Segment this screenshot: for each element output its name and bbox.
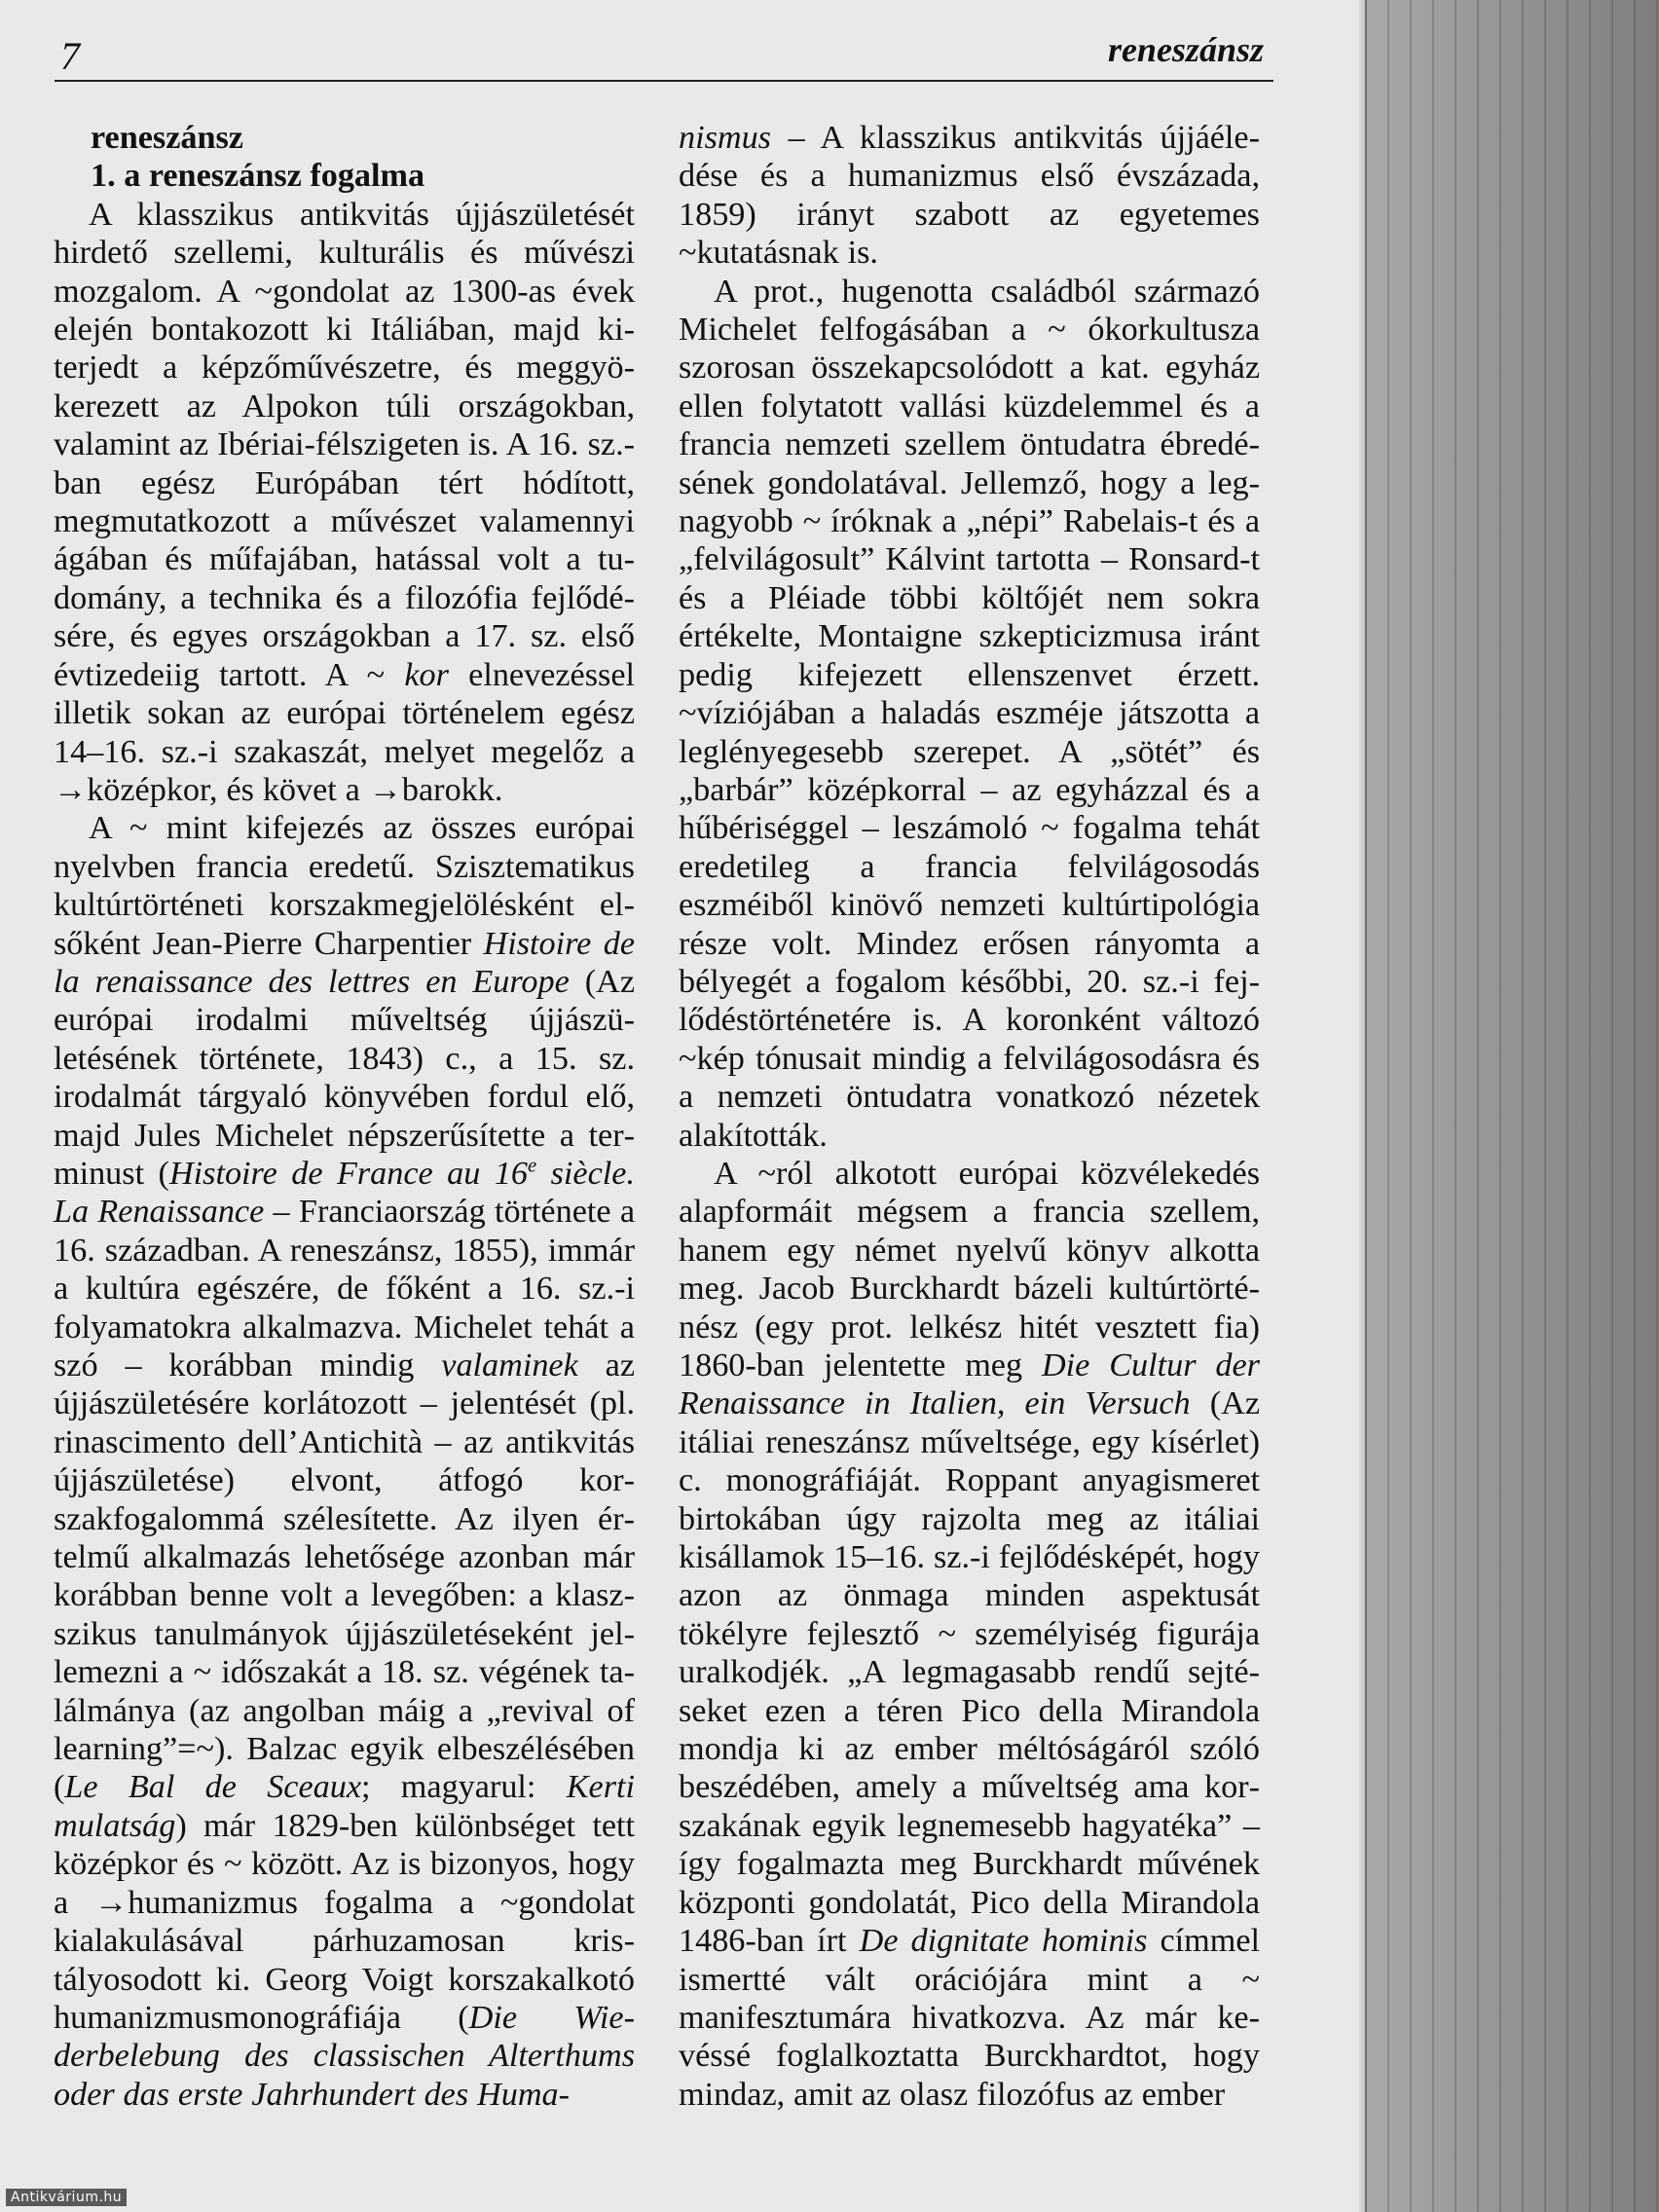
italic-text: nismus [679,120,771,156]
paragraph [54,809,635,2114]
header-rule [55,80,1273,82]
paragraph [54,196,635,810]
running-head: reneszánsz [1107,30,1264,69]
italic-text: De dignitate hominis [859,1923,1148,1960]
adjacent-page-edge [1365,0,1659,2212]
left-column [54,119,635,2114]
right-column [679,119,1260,2114]
entry-headword: reneszánsz [91,120,243,156]
text-run: (Az itáliai reneszánsz műveltsége, egy kísérlet) c. monográfiáját. Roppant anyagismeret birtokában úgy rajzolta meg az itáliai kisállamok 15–16. sz.-i fejlődésképét, hogy azon az önmaga minden aspektusát tökélyre fejlesztő ~ személyiség figurája uralkodjék. „A legmagasabb rendű sejtéseket ezen a téren Pico della Mirandola mondja ki az ember méltóságáról szóló beszédében, amely a műveltség ama korszakának egyik legnemesebb hagyatéka” – így fogalmazta meg Burckhardt művének központi gondolatát, Pico della Mirandola 1486-ban írt [679,1385,1260,1960]
text-run: az újjászületésére korlátozott – jelentését (pl. rinascimento dell’Antichità – az antikvitás újjászületése) elvont, átfogó korszakfogalommá szélesítette. Az ilyen értelmű alkalmazás lehetősége azonban már korábban benne volt a levegőben: a klaszszikus tanulmányok újjászületéseként jellemezni a ~ időszakát a 18. sz. végének találmánya (az angolban máig a „revival of learning”=~). Balzac egyik elbeszélésében ( [54,1347,635,1806]
italic-text: Le Bal de Sceaux [64,1769,362,1806]
text-run: ) már 1829-ben különbséget tett középkor és ~ között. Az is bizonyos, hogy a →humanizmus fogalma a ~gondolat kialakulásával párhuzamosan kristályosodott ki. Georg Voigt korszakalkotó humanizmusmonográfiája ( [54,1807,635,2036]
italic-text: Die Cultur der Renaissance in Italien, ein Versuch [679,1347,1260,1422]
italic-text: Histoire de la renaissance des lettres en Europe [54,925,635,1000]
italic-text: Die Wiederbelebung des classischen Alterthums oder das erste Jahrhundert des Huma- [54,1999,635,2113]
italic-text: e [528,1155,537,1177]
paragraph [679,119,1260,273]
left-column-body [54,196,635,2114]
page-gutter-shadow [1357,0,1367,2212]
text-run: A ~ról alkotott európai közvélekedés alapformáit mégsem a francia szellem, hanem egy német nyelvű könyv alkotta meg. Jacob Burckhardt bázeli kultúrtörténész (egy prot. lelkész hitét vesztett fia) 1860-ban jelentette meg [679,1155,1260,1383]
text-run: (Az európai irodalmi műveltség újjászületésének története, 1843) c., a 15. sz. irodalmát tárgyaló könyvében fordul elő, majd Jules Michelet népszerűsítette a terminust ( [54,963,635,1192]
italic-text: valaminek [441,1347,578,1383]
page-number: 7 [60,34,80,78]
entry-headings [54,119,635,196]
text-run: – Franciaország története a 16. században. A reneszánsz, 1855), immár a kultúra egészére, de főként a 16. sz.-i folyamatokra alkalmazva. Michelet tehát a szó – korábban mindig [54,1194,635,1383]
text-run: A prot., hugenotta családból származó Michelet felfogásában a ~ ókorkultusza szorosan összekapcsolódott a kat. egyház ellen folytatott vallási küzdelemmel és a francia nemzeti szellem öntudatra ébredésének gondolatával. Jellemző, hogy a legnagyobb ~ íróknak a „népi” Rabelais-t és a „felvilágosult” Kálvint tartotta – Ronsard-t és a Pléiade többi költőjét nem sokra értékelte, Montaigne szkepticizmusa iránt pedig kifejezett ellenszenvet érzett. ~víziójában a haladás eszméje játszotta a leglényegesebb szerepet. A „sötét” és „barbár” középkorral – az egyházzal és a hűbériséggel – leszámoló ~ fogalma tehát eredetileg a francia felvilágosodás eszméiből kinövő nemzeti kultúrtipológia része volt. Mindez erősen rányomta a bélyegét a fogalom későbbi, 20. sz.-i fejlődéstörténetére is. A koronként változó ~kép tónusait mindig a felvilágosodásra és a nemzeti öntudatra vonatkozó nézetek alakították. [679,273,1260,1154]
text-run: elnevezéssel illetik sokan az európai történelem egész 14–16. sz.-i szakaszát, melyet megelőz a →középkor, és követ a →barokk. [54,656,635,808]
right-column-body [679,119,1260,2114]
italic-text: siècle. La Renaissance [54,1155,635,1231]
text-run: A ~ mint kifejezés az összes európai nyelvben francia eredetű. Szisztematikus kultúrtörténeti korszakmegjelölésként elsőként Jean-Pierre Charpentier [54,810,635,962]
watermark: Antikvárium.hu [6,2189,127,2206]
paragraph [679,1155,1260,2114]
text-run: – A klasszikus antikvitás újjáéledése és a humanizmus első évszázada, 1859) irányt szabott az egyetemes ~kutatásnak is. [679,120,1260,272]
italic-text: kor [404,656,449,693]
paragraph [679,273,1260,1155]
text-run: A klasszikus antikvitás újjászületését hirdető szellemi, kulturális és művészi mozgalom. A ~gondolat az 1300-as évek elején bontakozott ki Itáliában, majd kiterjedt a képzőművészetre, és meggyökerezett az Alpokon túli országokban, valamint az Ibériai-félszigeten is. A 16. sz.-ban egész Európában tért hódított, megmutatkozott a művészet valamennyi ágában és műfajában, hatással volt a tudomány, a technika és a filozófia fejlődésére, és egyes országokban a 17. sz. első évtizedeiig tartott. A ~ [54,196,635,693]
text-run: ; magyarul: [361,1769,567,1806]
italic-text: Kerti mulatság [54,1769,635,1844]
italic-text: Histoire de France au 16 [168,1155,529,1192]
section-heading: 1. a reneszánsz fogalma [91,158,425,195]
text-run: címmel ismertté vált orációjára mint a ~ manifesztumára hivatkozva. Az már kevéssé foglalkoztatta Burckhardtot, hogy mindaz, amit az olasz filozófus az ember [679,1923,1261,2113]
